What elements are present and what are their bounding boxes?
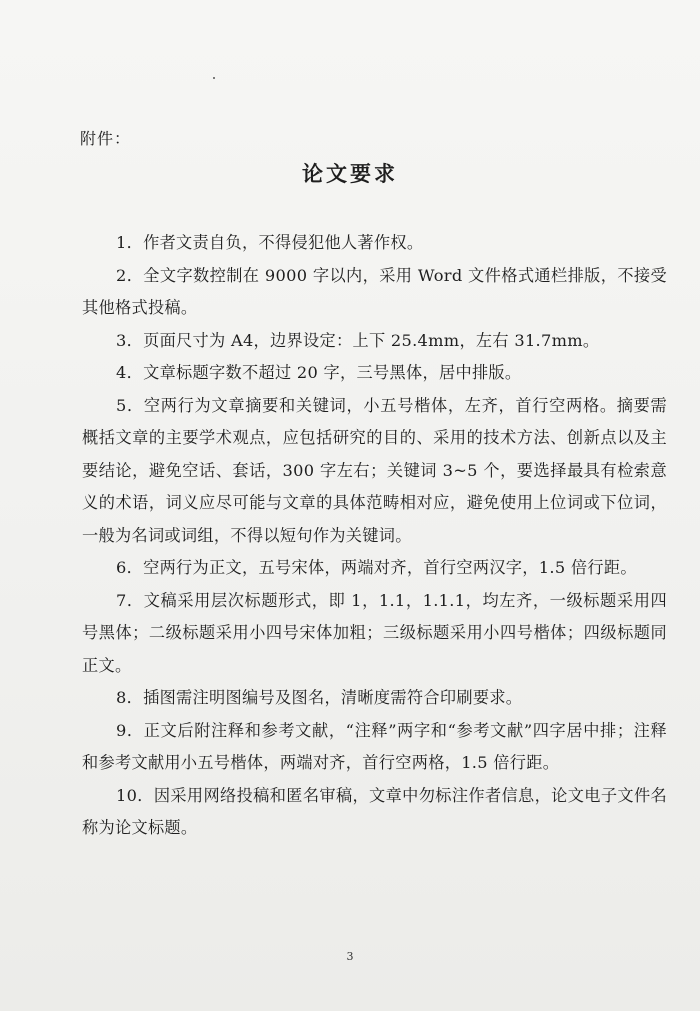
paragraph-3: 3．页面尺寸为 A4，边界设定：上下 25.4mm，左右 31.7mm。 — [116, 330, 600, 350]
paragraph-5: 5．空两行为文章摘要和关键词，小五号楷体，左齐，首行空两格。摘要需概括文章的主要学术观点，应包括研究的目的、采用的技术方法、创新点以及主要结论，避免空话、套话，300 字左右；关键词 3~5 个，要选择最具有检索意义的术语，词义应尽可能与文章的具体范畴相对应，避免使用上位词或下位词，一般为名词或词组，不得以短句作为关键词。 — [82, 395, 667, 545]
paragraph-4: 4．文章标题字数不超过 20 字，三号黑体，居中排版。 — [116, 363, 522, 382]
page-number: 3 — [346, 950, 354, 963]
attachment-label: 附件： — [80, 129, 132, 148]
paragraph-7: 7．文稿采用层次标题形式，即 1，1.1，1.1.1，均左齐，一级标题采用四号黑体；二级标题采用小四号宋体加粗；三级标题采用小四号楷体；四级标题同正文。 — [82, 590, 667, 675]
paragraph-10: 10．因采用网络投稿和匿名审稿，文章中勿标注作者信息，论文电子文件名称为论文标题。 — [82, 785, 667, 837]
paragraph-8: 8．插图需注明图编号及图名，清晰度需符合印刷要求。 — [116, 688, 523, 707]
paragraph-2: 2．全文字数控制在 9000 字以内，采用 Word 文件格式通栏排版，不接受其他格式投稿。 — [82, 265, 667, 317]
scan-speck — [213, 77, 215, 79]
paragraph-9: 9．正文后附注释和参考文献，“注释”两字和“参考文献”四字居中排；注释和参考文献用小五号楷体，两端对齐，首行空两格，1.5 倍行距。 — [82, 720, 667, 772]
document-body — [82, 227, 667, 845]
paragraph-1: 1．作者文责自负，不得侵犯他人著作权。 — [116, 233, 424, 252]
paragraph-6: 6．空两行为正文，五号宋体，两端对齐，首行空两汉字，1.5 倍行距。 — [116, 558, 637, 577]
document-title: 论文要求 — [302, 161, 398, 186]
